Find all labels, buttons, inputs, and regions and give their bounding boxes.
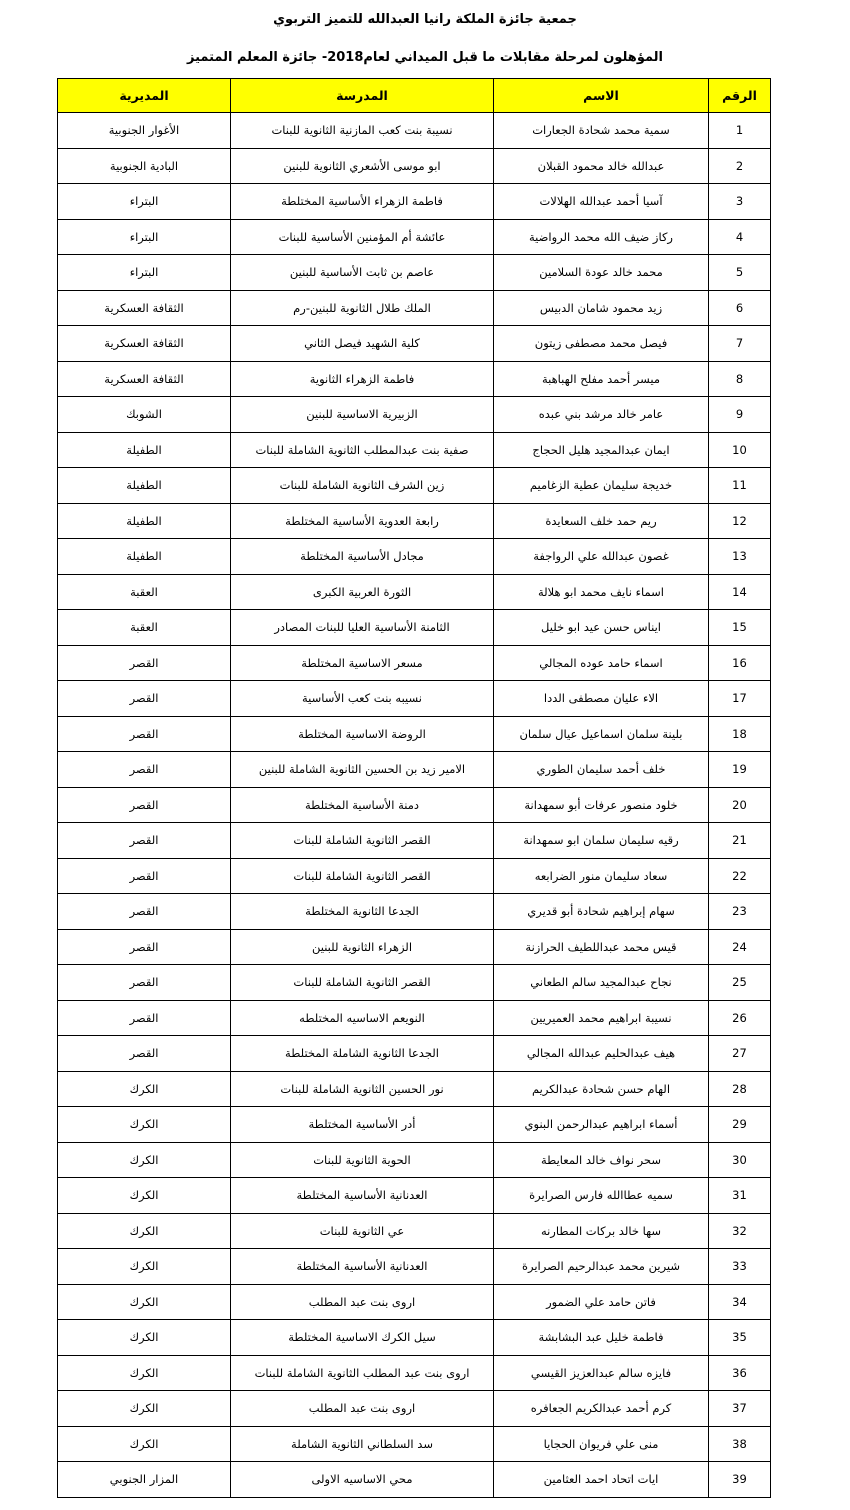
table-row bbox=[58, 965, 771, 1001]
table-row bbox=[58, 113, 771, 149]
cell-school: الحوية الثانوية للبنات bbox=[231, 1142, 494, 1178]
cell-directorate: الكرك bbox=[58, 1284, 231, 1320]
cell-name: غصون عبدالله علي الرواجفة bbox=[494, 539, 709, 575]
cell-name: فاتن حامد علي الضمور bbox=[494, 1284, 709, 1320]
cell-directorate: الطفيلة bbox=[58, 432, 231, 468]
cell-number: 12 bbox=[709, 503, 771, 539]
cell-directorate: العقبة bbox=[58, 574, 231, 610]
cell-name: منى علي فريوان الحجايا bbox=[494, 1426, 709, 1462]
cell-school: الروضة الاساسية المختلطة bbox=[231, 716, 494, 752]
cell-directorate: الكرك bbox=[58, 1426, 231, 1462]
cell-directorate: القصر bbox=[58, 1000, 231, 1036]
table-row bbox=[58, 468, 771, 504]
cell-directorate: الثقافة العسكرية bbox=[58, 290, 231, 326]
cell-name: سميه عطاالله فارس الصرايرة bbox=[494, 1178, 709, 1214]
table-row bbox=[58, 1391, 771, 1427]
cell-directorate: الكرك bbox=[58, 1355, 231, 1391]
document-title: جمعية جائزة الملكة رانيا العبدالله للتميز التربوي bbox=[273, 12, 577, 27]
cell-number: 25 bbox=[709, 965, 771, 1001]
cell-number: 33 bbox=[709, 1249, 771, 1285]
table-row bbox=[58, 1426, 771, 1462]
cell-directorate: القصر bbox=[58, 716, 231, 752]
cell-school: سيل الكرك الاساسية المختلطة bbox=[231, 1320, 494, 1356]
table-row bbox=[58, 1213, 771, 1249]
cell-school: النويعم الاساسيه المختلطه bbox=[231, 1000, 494, 1036]
cell-school: الزبيرية الاساسية للبنين bbox=[231, 397, 494, 433]
cell-directorate: الثقافة العسكرية bbox=[58, 361, 231, 397]
cell-number: 16 bbox=[709, 645, 771, 681]
cell-number: 6 bbox=[709, 290, 771, 326]
table-row bbox=[58, 1142, 771, 1178]
cell-school: دمنة الأساسية المختلطة bbox=[231, 787, 494, 823]
cell-name: رقيه سليمان سلمان ابو سمهدانة bbox=[494, 823, 709, 859]
cell-name: آسيا أحمد عبدالله الهلالات bbox=[494, 184, 709, 220]
cell-name: شيرين محمد عبدالرحيم الصرايرة bbox=[494, 1249, 709, 1285]
table-row bbox=[58, 858, 771, 894]
cell-directorate: الطفيلة bbox=[58, 468, 231, 504]
cell-number: 19 bbox=[709, 752, 771, 788]
cell-directorate: الكرك bbox=[58, 1107, 231, 1143]
cell-school: اروى بنت عبد المطلب الثانوية الشاملة للبنات bbox=[231, 1355, 494, 1391]
cell-directorate: الكرك bbox=[58, 1213, 231, 1249]
cell-name: فايزه سالم عبدالعزيز القيسي bbox=[494, 1355, 709, 1391]
cell-school: كلية الشهيد فيصل الثاني bbox=[231, 326, 494, 362]
cell-name: سها خالد بركات المطارنه bbox=[494, 1213, 709, 1249]
cell-name: ايات اتحاد احمد العثامين bbox=[494, 1462, 709, 1498]
cell-name: كرم أحمد عبدالكريم الجعافره bbox=[494, 1391, 709, 1427]
cell-name: سعاد سليمان منور الضرابعه bbox=[494, 858, 709, 894]
cell-name: اسماء حامد عوده المجالي bbox=[494, 645, 709, 681]
cell-name: الاء عليان مصطفى الددا bbox=[494, 681, 709, 717]
cell-name: نسيبة ابراهيم محمد العميريين bbox=[494, 1000, 709, 1036]
cell-name: فاطمة خليل عبد البشابشة bbox=[494, 1320, 709, 1356]
table-row bbox=[58, 1036, 771, 1072]
table-header-row bbox=[58, 79, 771, 113]
cell-name: خلف أحمد سليمان الطوري bbox=[494, 752, 709, 788]
cell-school: الثورة العربية الكبرى bbox=[231, 574, 494, 610]
table-row bbox=[58, 1249, 771, 1285]
cell-school: نور الحسين الثانوية الشاملة للبنات bbox=[231, 1071, 494, 1107]
cell-school: الجدعا الثانوية الشاملة المختلطة bbox=[231, 1036, 494, 1072]
cell-school: الامير زيد بن الحسين الثانوية الشاملة للبنين bbox=[231, 752, 494, 788]
table-row bbox=[58, 1178, 771, 1214]
cell-school: مجادل الأساسية المختلطة bbox=[231, 539, 494, 575]
cell-school: القصر الثانوية الشاملة للبنات bbox=[231, 823, 494, 859]
cell-directorate: المزار الجنوبي bbox=[58, 1462, 231, 1498]
cell-directorate: القصر bbox=[58, 645, 231, 681]
cell-number: 31 bbox=[709, 1178, 771, 1214]
cell-name: خلود منصور عرفات أبو سمهدانة bbox=[494, 787, 709, 823]
cell-number: 36 bbox=[709, 1355, 771, 1391]
cell-school: الجدعا الثانوية المختلطة bbox=[231, 894, 494, 930]
table-row bbox=[58, 361, 771, 397]
cell-number: 30 bbox=[709, 1142, 771, 1178]
cell-directorate: الطفيلة bbox=[58, 503, 231, 539]
cell-number: 8 bbox=[709, 361, 771, 397]
cell-name: الهام حسن شحادة عبدالكريم bbox=[494, 1071, 709, 1107]
table-row bbox=[58, 1107, 771, 1143]
cell-name: بلينة سلمان اسماعيل عيال سلمان bbox=[494, 716, 709, 752]
table-row bbox=[58, 184, 771, 220]
table-row bbox=[58, 1355, 771, 1391]
cell-name: خديجة سليمان عطية الزغاميم bbox=[494, 468, 709, 504]
cell-school: الملك طلال الثانوية للبنين-رم bbox=[231, 290, 494, 326]
table-row bbox=[58, 432, 771, 468]
cell-number: 22 bbox=[709, 858, 771, 894]
cell-number: 18 bbox=[709, 716, 771, 752]
cell-number: 35 bbox=[709, 1320, 771, 1356]
cell-number: 32 bbox=[709, 1213, 771, 1249]
table-row bbox=[58, 716, 771, 752]
table-row bbox=[58, 539, 771, 575]
cell-directorate: الكرك bbox=[58, 1249, 231, 1285]
cell-school: زين الشرف الثانوية الشاملة للبنات bbox=[231, 468, 494, 504]
cell-directorate: الطفيلة bbox=[58, 539, 231, 575]
cell-school: محي الاساسيه الاولى bbox=[231, 1462, 494, 1498]
cell-name: عامر خالد مرشد بني عبده bbox=[494, 397, 709, 433]
cell-directorate: العقبة bbox=[58, 610, 231, 646]
cell-number: 14 bbox=[709, 574, 771, 610]
cell-directorate: البادية الجنوبية bbox=[58, 148, 231, 184]
cell-directorate: القصر bbox=[58, 823, 231, 859]
cell-school: اروى بنت عبد المطلب bbox=[231, 1391, 494, 1427]
cell-name: فيصل محمد مصطفى زيتون bbox=[494, 326, 709, 362]
column-header-school: المدرسة bbox=[231, 79, 494, 113]
cell-name: سهام إبراهيم شحادة أبو قديري bbox=[494, 894, 709, 930]
table-row bbox=[58, 929, 771, 965]
cell-directorate: الكرك bbox=[58, 1178, 231, 1214]
cell-name: ميسر أحمد مفلح الهباهبة bbox=[494, 361, 709, 397]
table-row bbox=[58, 1000, 771, 1036]
cell-school: صفية بنت عبدالمطلب الثانوية الشاملة للبنات bbox=[231, 432, 494, 468]
cell-school: فاطمة الزهراء الأساسية المختلطة bbox=[231, 184, 494, 220]
cell-directorate: الكرك bbox=[58, 1320, 231, 1356]
cell-number: 13 bbox=[709, 539, 771, 575]
cell-directorate: القصر bbox=[58, 965, 231, 1001]
cell-number: 3 bbox=[709, 184, 771, 220]
document-subtitle: المؤهلون لمرحلة مقابلات ما قبل الميداني لعام2018- جائزة المعلم المتميز bbox=[186, 50, 664, 65]
cell-number: 10 bbox=[709, 432, 771, 468]
cell-school: القصر الثانوية الشاملة للبنات bbox=[231, 858, 494, 894]
table-row bbox=[58, 574, 771, 610]
table-row bbox=[58, 645, 771, 681]
cell-name: زيد محمود شامان الدبيس bbox=[494, 290, 709, 326]
table-row bbox=[58, 610, 771, 646]
cell-number: 15 bbox=[709, 610, 771, 646]
cell-number: 29 bbox=[709, 1107, 771, 1143]
cell-name: قيس محمد عبداللطيف الحرازنة bbox=[494, 929, 709, 965]
cell-school: الثامنة الأساسية العليا للبنات المصادر bbox=[231, 610, 494, 646]
cell-number: 28 bbox=[709, 1071, 771, 1107]
cell-number: 20 bbox=[709, 787, 771, 823]
cell-school: عي الثانوية للبنات bbox=[231, 1213, 494, 1249]
cell-name: سمية محمد شحادة الجعارات bbox=[494, 113, 709, 149]
cell-number: 2 bbox=[709, 148, 771, 184]
table-body bbox=[58, 113, 771, 1498]
table-row bbox=[58, 823, 771, 859]
table-row bbox=[58, 326, 771, 362]
cell-number: 34 bbox=[709, 1284, 771, 1320]
cell-directorate: القصر bbox=[58, 681, 231, 717]
cell-school: اروى بنت عبد المطلب bbox=[231, 1284, 494, 1320]
cell-number: 39 bbox=[709, 1462, 771, 1498]
column-header-name: الاسم bbox=[494, 79, 709, 113]
cell-name: هيف عبدالحليم عبدالله المجالي bbox=[494, 1036, 709, 1072]
cell-number: 11 bbox=[709, 468, 771, 504]
cell-directorate: الكرك bbox=[58, 1391, 231, 1427]
cell-directorate: القصر bbox=[58, 929, 231, 965]
table-row bbox=[58, 752, 771, 788]
cell-number: 21 bbox=[709, 823, 771, 859]
cell-name: ريم حمد خلف السعايدة bbox=[494, 503, 709, 539]
cell-school: مسعر الاساسية المختلطة bbox=[231, 645, 494, 681]
cell-school: العدنانية الأساسية المختلطة bbox=[231, 1249, 494, 1285]
cell-name: ركاز ضيف الله محمد الرواضية bbox=[494, 219, 709, 255]
cell-number: 5 bbox=[709, 255, 771, 291]
cell-school: أدر الأساسية المختلطة bbox=[231, 1107, 494, 1143]
table-row bbox=[58, 1320, 771, 1356]
cell-number: 7 bbox=[709, 326, 771, 362]
cell-number: 27 bbox=[709, 1036, 771, 1072]
cell-directorate: الأغوار الجنوبية bbox=[58, 113, 231, 149]
cell-school: عائشة أم المؤمنين الأساسية للبنات bbox=[231, 219, 494, 255]
cell-number: 24 bbox=[709, 929, 771, 965]
cell-number: 1 bbox=[709, 113, 771, 149]
cell-name: سحر نواف خالد المعايطة bbox=[494, 1142, 709, 1178]
cell-name: اسماء نايف محمد ابو هلالة bbox=[494, 574, 709, 610]
cell-directorate: البتراء bbox=[58, 255, 231, 291]
cell-directorate: القصر bbox=[58, 1036, 231, 1072]
cell-name: ايمان عبدالمجيد هليل الحجاج bbox=[494, 432, 709, 468]
cell-name: محمد خالد عودة السلامين bbox=[494, 255, 709, 291]
cell-school: عاصم بن ثابت الأساسية للبنين bbox=[231, 255, 494, 291]
cell-school: نسيبة بنت كعب المازنية الثانوية للبنات bbox=[231, 113, 494, 149]
column-header-directorate: المديرية bbox=[58, 79, 231, 113]
cell-directorate: البتراء bbox=[58, 219, 231, 255]
cell-school: نسيبه بنت كعب الأساسية bbox=[231, 681, 494, 717]
cell-name: أسماء ابراهيم عبدالرحمن البنوي bbox=[494, 1107, 709, 1143]
table-row bbox=[58, 255, 771, 291]
table-row bbox=[58, 503, 771, 539]
column-header-number: الرقم bbox=[709, 79, 771, 113]
cell-directorate: القصر bbox=[58, 894, 231, 930]
cell-number: 38 bbox=[709, 1426, 771, 1462]
cell-school: ابو موسى الأشعري الثانوية للبنين bbox=[231, 148, 494, 184]
cell-number: 26 bbox=[709, 1000, 771, 1036]
cell-directorate: الكرك bbox=[58, 1071, 231, 1107]
cell-directorate: الكرك bbox=[58, 1142, 231, 1178]
cell-directorate: القصر bbox=[58, 787, 231, 823]
table-row bbox=[58, 787, 771, 823]
cell-name: نجاح عبدالمجيد سالم الطعاني bbox=[494, 965, 709, 1001]
table-row bbox=[58, 397, 771, 433]
table-row bbox=[58, 894, 771, 930]
cell-school: العدنانية الأساسية المختلطة bbox=[231, 1178, 494, 1214]
table-row bbox=[58, 1071, 771, 1107]
cell-number: 37 bbox=[709, 1391, 771, 1427]
cell-school: الزهراء الثانوية للبنين bbox=[231, 929, 494, 965]
cell-school: فاطمة الزهراء الثانوية bbox=[231, 361, 494, 397]
cell-school: رابعة العدوية الأساسية المختلطة bbox=[231, 503, 494, 539]
cell-number: 4 bbox=[709, 219, 771, 255]
cell-directorate: القصر bbox=[58, 858, 231, 894]
table-row bbox=[58, 148, 771, 184]
cell-number: 23 bbox=[709, 894, 771, 930]
table-row bbox=[58, 681, 771, 717]
table-row bbox=[58, 1462, 771, 1498]
qualified-teachers-table bbox=[57, 78, 771, 1498]
cell-school: القصر الثانوية الشاملة للبنات bbox=[231, 965, 494, 1001]
cell-directorate: البتراء bbox=[58, 184, 231, 220]
cell-school: سد السلطاني الثانوية الشاملة bbox=[231, 1426, 494, 1462]
cell-number: 9 bbox=[709, 397, 771, 433]
table-row bbox=[58, 1284, 771, 1320]
cell-directorate: الثقافة العسكرية bbox=[58, 326, 231, 362]
cell-directorate: القصر bbox=[58, 752, 231, 788]
cell-name: ايناس حسن عيد ابو خليل bbox=[494, 610, 709, 646]
cell-directorate: الشوبك bbox=[58, 397, 231, 433]
cell-number: 17 bbox=[709, 681, 771, 717]
table-row bbox=[58, 219, 771, 255]
cell-name: عبدالله خالد محمود القبلان bbox=[494, 148, 709, 184]
table-row bbox=[58, 290, 771, 326]
